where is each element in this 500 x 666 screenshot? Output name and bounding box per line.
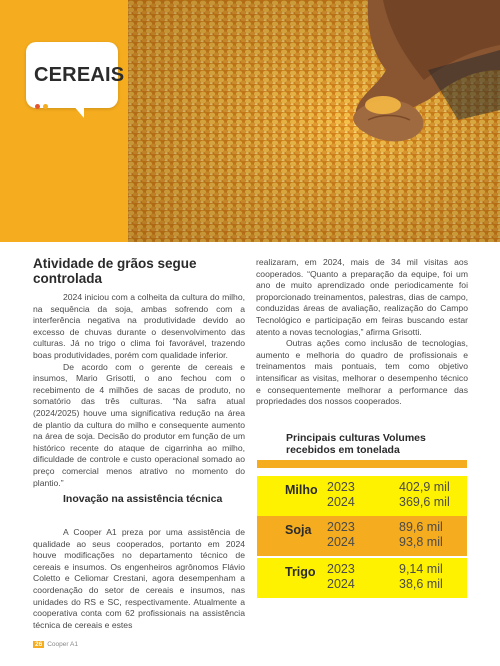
dot-icon [35, 104, 40, 109]
left-column-bottom [33, 527, 245, 631]
table-header-bar [257, 460, 467, 468]
paragraph: A Cooper A1 preza por uma assistência de qualidade ao seus cooperados, portanto em 2024 houve modificações no departamento técnico de cereais e insumos. Os engenheiros agrônomos Flávio Coletto e Celiomar Crestani, agora desempenham a coordenação do setor de cereais e insumos, nas unidades do RS e SC, respectivamente. Atualmente a cooperativa conta com 62 profissionais na assistência técnica de cereais e estes [33, 527, 245, 630]
table-row [257, 516, 467, 556]
volume: 369,6 mil [399, 495, 450, 509]
volume: 93,8 mil [399, 535, 443, 549]
year: 2024 [327, 495, 355, 509]
left-column-top [33, 292, 245, 489]
year: 2023 [327, 520, 355, 534]
paragraph: Outras ações como inclusão de tecnologias, aumento e melhoria do quadro de profissionais e treinamentos mais pontuais, tem como objetivo intensificar as visitas, melhorar o desempenho técnico e consequentemente melhorar a performance das propriedades dos nossos cooperados. [256, 338, 468, 407]
table-row [257, 558, 467, 598]
volume: 9,14 mil [399, 562, 443, 576]
year: 2024 [327, 535, 355, 549]
corn-grains-hands-photo [128, 0, 500, 242]
year: 2024 [327, 577, 355, 591]
right-column [256, 257, 468, 408]
article-title: Atividade de grãos segue controlada [33, 256, 197, 286]
year: 2023 [327, 480, 355, 494]
paragraph: De acordo com o gerente de cereais e insumos, Mario Grisotti, o ano fechou com o recebimento de 4 milhões de sacas de produto, no somatório das três culturas. “Na safra atual (2024/2025) houve uma significativa redução na área de plantio da cultura do milho e consequente aumento na área de soja. Decisão do produtor em função de um histórico recente do ataque de cigarrinha ao milho, dificuldade de controle e custo operacional somado ao preço comercial menos atrativo no momento do plantio.” [33, 361, 245, 488]
page-footer [33, 641, 78, 648]
hero-banner [0, 0, 500, 242]
bubble-tail [72, 104, 84, 118]
crop-name: Soja [285, 523, 312, 537]
volume: 402,9 mil [399, 480, 450, 494]
year: 2023 [327, 562, 355, 576]
section-label: CEREAIS [34, 64, 125, 86]
paragraph: realizaram, em 2024, mais de 34 mil visitas aos cooperados. “Quanto a preparação da equipe, foi um ano de muito aprendizado onde periodicamente foi proporcionado treinamentos, palestras, dias de campo, conduzidas áreas de avaliação, realização do Campo Tecnológico e participação em feiras buscando estar atento a novas tecnologias,” afirma Grisotti. [256, 257, 468, 337]
crop-name: Trigo [285, 565, 316, 579]
footer-brand: Cooper A1 [47, 641, 78, 648]
volume: 38,6 mil [399, 577, 443, 591]
paragraph: 2024 iniciou com a colheita da cultura do milho, na sequência da soja, ambas sofrendo com a interferência negativa na produtividade devido ao excesso de chuvas durante o desenvolvimento das culturas. Já no trigo o clima foi favorável, trazendo boas produtividades, porém com qualidade inferior. [33, 292, 245, 360]
volume: 89,6 mil [399, 520, 443, 534]
accent-panel [0, 0, 128, 242]
page-number: 26 [35, 641, 43, 648]
table-row [257, 476, 467, 516]
dot-icon [43, 104, 48, 109]
crop-name: Milho [285, 483, 318, 497]
table-title: Principais culturas Volumes recebidos em tonelada [286, 432, 426, 456]
decorative-dots [35, 96, 51, 102]
subtitle: Inovação na assistência técnica [63, 493, 223, 505]
